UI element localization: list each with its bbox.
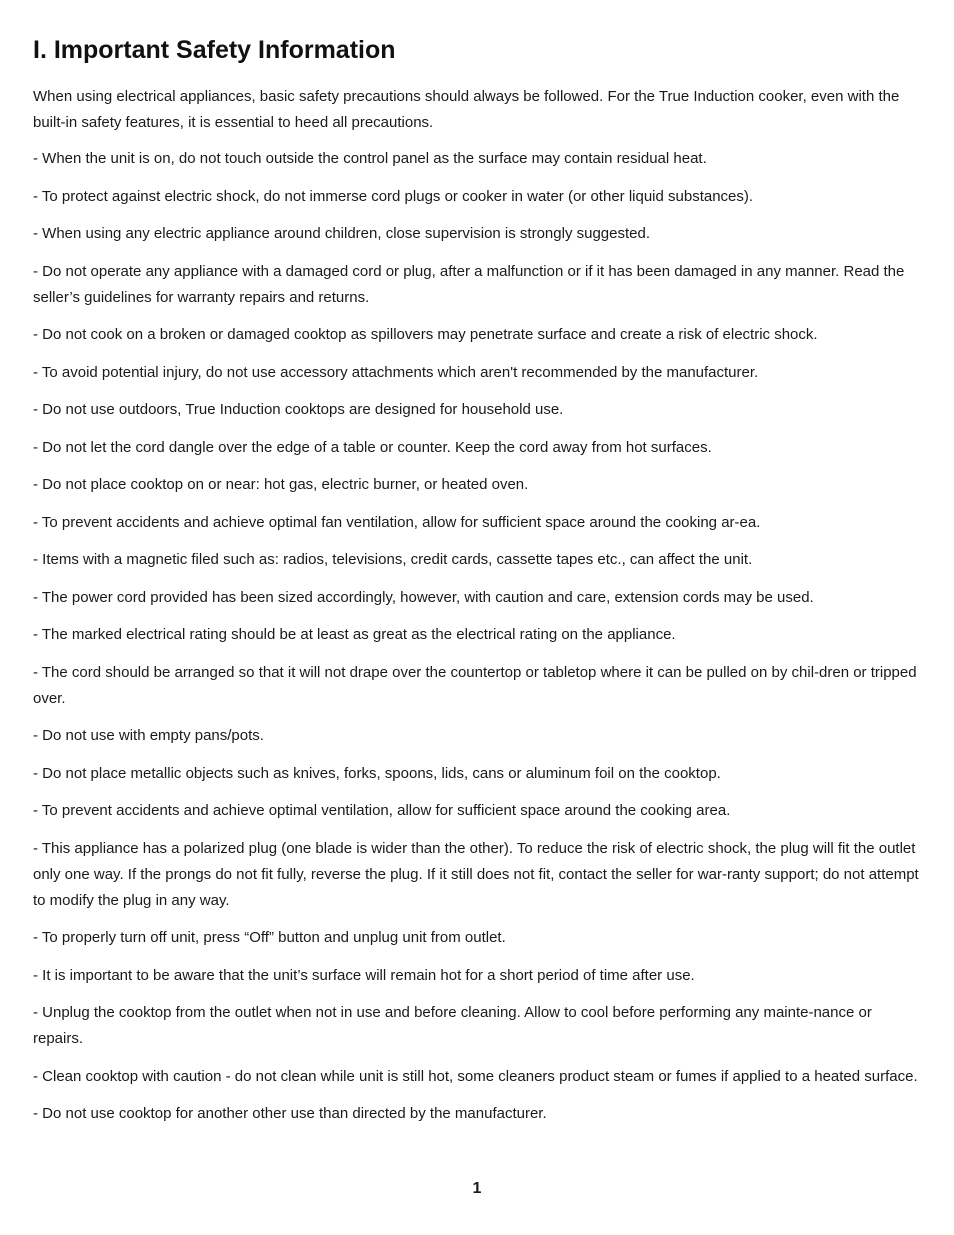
- section-title: I. Important Safety Information: [33, 36, 396, 64]
- safety-item: - To properly turn off unit, press “Off” button and unplug unit from outlet.: [33, 929, 506, 946]
- intro-paragraph: When using electrical appliances, basic safety precautions should always be followed. For the True Induction cooker, even with the built-in safety features, it is essential to heed all precautions.: [33, 88, 900, 131]
- safety-item: - The marked electrical rating should be at least as great as the electrical rating on the appliance.: [33, 626, 676, 643]
- safety-item: - Do not let the cord dangle over the edge of a table or counter. Keep the cord away from hot surfaces.: [33, 438, 712, 456]
- safety-item: - To protect against electric shock, do not immerse cord plugs or cooker in water (or other liquid substances).: [33, 187, 754, 205]
- document-page: [33, 30, 921, 1139]
- safety-item: - This appliance has a polarized plug (one blade is wider than the other). To reduce the risk of electric shock, the plug will fit the outlet only one way. If the prongs do not fit fully, reverse the plug. If it still does not fit, contact the seller for war-ranty support; do not attempt to modify the plug in any way.: [33, 839, 919, 909]
- safety-item: - Do not place metallic objects such as knives, forks, spoons, lids, cans or aluminum foil on the cooktop.: [33, 764, 721, 782]
- safety-item: - To prevent accidents and achieve optimal ventilation, allow for sufficient space around the cooking area.: [33, 802, 731, 819]
- safety-item: - Do not place cooktop on or near: hot gas, electric burner, or heated oven.: [33, 476, 529, 493]
- safety-item: - Do not operate any appliance with a damaged cord or plug, after a malfunction or if it has been damaged in any manner. Read the seller’s guidelines for warranty repairs and returns.: [33, 262, 905, 306]
- safety-item: - It is important to be aware that the unit’s surface will remain hot for a short period of time after use.: [33, 966, 695, 984]
- safety-item: - When using any electric appliance around children, close supervision is strongly suggested.: [33, 225, 650, 242]
- safety-item: - The cord should be arranged so that it will not drape over the countertop or tabletop where it can be pulled on by chil-dren or tripped over.: [33, 663, 917, 707]
- safety-item: - Do not cook on a broken or damaged cooktop as spillovers may penetrate surface and create a risk of electric shock.: [33, 326, 818, 343]
- safety-item: - Do not use outdoors, True Induction cooktops are designed for household use.: [33, 401, 564, 418]
- safety-item: - Unplug the cooktop from the outlet when not in use and before cleaning. Allow to cool before performing any mainte-nance or repairs.: [33, 1004, 872, 1047]
- safety-item: - The power cord provided has been sized accordingly, however, with caution and care, extension cords may be used.: [33, 588, 814, 606]
- safety-item: - Clean cooktop with caution - do not clean while unit is still hot, some cleaners product steam or fumes if applied to a heated surface.: [33, 1067, 918, 1085]
- safety-item: - When the unit is on, do not touch outside the control panel as the surface may contain residual heat.: [33, 150, 707, 167]
- safety-item: - To avoid potential injury, do not use accessory attachments which aren't recommended by the manufacturer.: [33, 363, 759, 381]
- safety-item: - Do not use with empty pans/pots.: [33, 727, 264, 744]
- safety-item: - Items with a magnetic filed such as: radios, televisions, credit cards, cassette tapes etc., can affect the unit.: [33, 551, 753, 568]
- safety-item: - Do not use cooktop for another other use than directed by the manufacturer.: [33, 1105, 547, 1122]
- page-number: 1: [472, 1180, 482, 1197]
- safety-item: - To prevent accidents and achieve optimal fan ventilation, allow for sufficient space around the cooking ar-ea.: [33, 513, 761, 531]
